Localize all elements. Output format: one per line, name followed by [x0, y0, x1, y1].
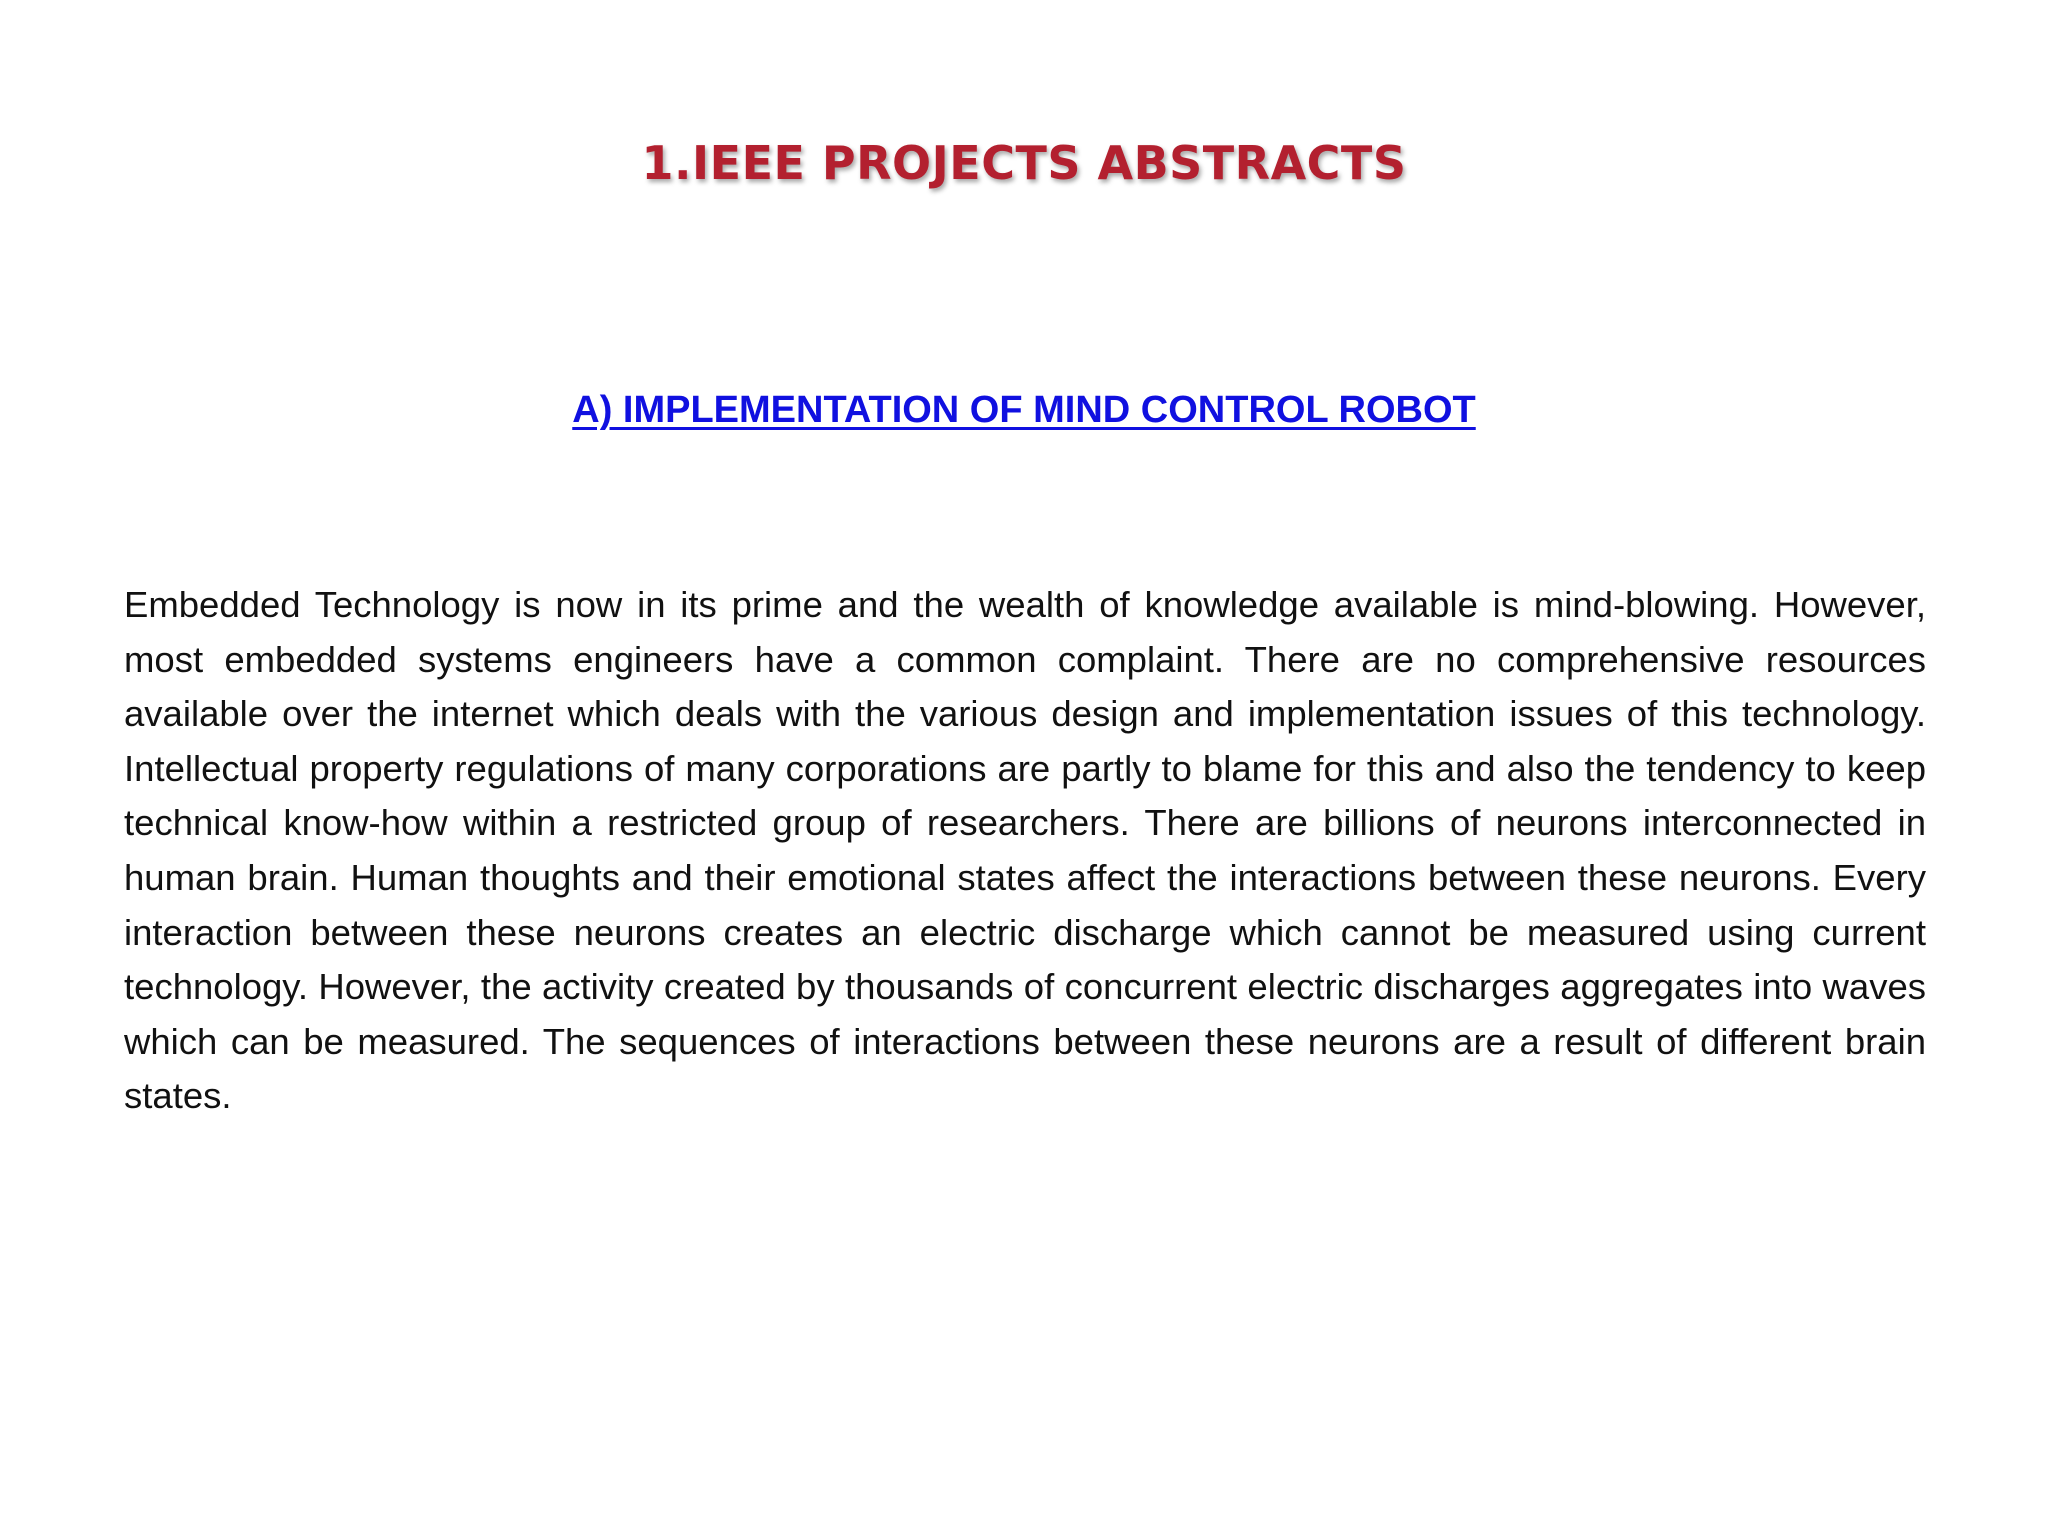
slide-title: 1.IEEE PROJECTS ABSTRACTS	[641, 136, 1407, 190]
section-heading-link[interactable]: A) IMPLEMENTATION OF MIND CONTROL ROBOT	[572, 389, 1476, 431]
abstract-paragraph: Embedded Technology is now in its prime and the wealth of knowledge available is mind-blowing. However, most embedded systems engineers have a common complaint. There are no comprehensive resources available over the internet which deals with the various design and implementation issues of this technology. Intellectual property regulations of many corporations are partly to blame for this and also the tendency to keep technical know-how within a restricted group of researchers. There are billions of neurons interconnected in human brain. Human thoughts and their emotional states affect the interactions between these neurons. Every interaction between these neurons creates an electric discharge which cannot be measured using current technology. However, the activity created by thousands of concurrent electric discharges aggregates into waves which can be measured. The sequences of interactions between these neurons are a result of different brain states.	[124, 584, 1926, 1117]
